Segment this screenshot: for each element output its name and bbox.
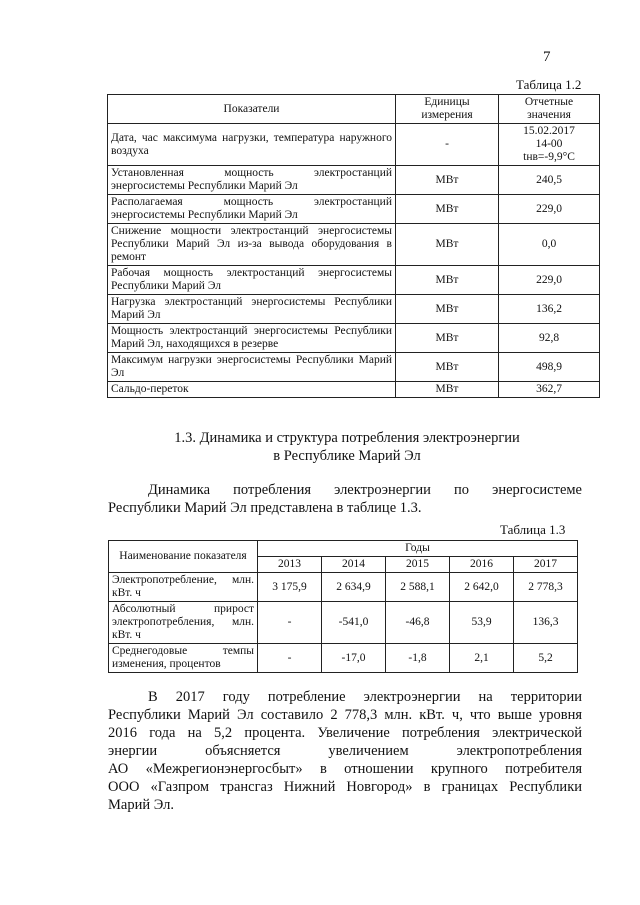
value-cell: 362,7 bbox=[499, 382, 600, 398]
indicator-cell: Дата, час максимума нагрузки, температура наружного воздуха bbox=[108, 124, 396, 166]
unit-cell: МВт bbox=[396, 382, 499, 398]
value-cell: 0,0 bbox=[499, 224, 600, 266]
unit-cell: МВт bbox=[396, 324, 499, 353]
table-row bbox=[108, 224, 600, 266]
value-cell: 2 588,1 bbox=[386, 573, 450, 602]
unit-cell: МВт bbox=[396, 195, 499, 224]
indicator-cell: Располагаемая мощность электростанций энергосистемы Республики Марий Эл bbox=[108, 195, 396, 224]
table-row bbox=[108, 166, 600, 195]
value-cell: 498,9 bbox=[499, 353, 600, 382]
value-cell: 2 642,0 bbox=[450, 573, 514, 602]
indicator-cell: Мощность электростанций энергосистемы Республики Марий Эл, находящихся в резерве bbox=[108, 324, 396, 353]
table-row bbox=[108, 295, 600, 324]
value-cell: 136,2 bbox=[499, 295, 600, 324]
table-header-row bbox=[108, 95, 600, 124]
value-cell: 229,0 bbox=[499, 195, 600, 224]
value-cell: 53,9 bbox=[450, 602, 514, 644]
year-header: 2013 bbox=[258, 557, 322, 573]
paragraph-line: энергии объясняется увеличением электропотребления bbox=[108, 743, 582, 759]
unit-cell: - bbox=[396, 124, 499, 166]
unit-cell: МВт bbox=[396, 353, 499, 382]
indicator-cell: Рабочая мощность электростанций энергосистемы Республики Марий Эл bbox=[108, 266, 396, 295]
paragraph-line: Республики Марий Эл составило 2 778,3 млн. кВт. ч, что выше уровня bbox=[108, 707, 582, 723]
value-cell: -541,0 bbox=[322, 602, 386, 644]
value-cell: 136,3 bbox=[514, 602, 578, 644]
value-cell: - bbox=[258, 602, 322, 644]
paragraph-line: 2016 года на 5,2 процента. Увеличение потребления электрической bbox=[108, 725, 582, 741]
section-heading-line2: в Республике Марий Эл bbox=[273, 448, 421, 464]
unit-cell: МВт bbox=[396, 166, 499, 195]
year-header: 2017 bbox=[514, 557, 578, 573]
year-header: 2014 bbox=[322, 557, 386, 573]
year-header: 2016 bbox=[450, 557, 514, 573]
paragraph-line: ООО «Газпром трансгаз Нижний Новгород» в границах Республики bbox=[108, 779, 582, 795]
header-values: Отчетные значения bbox=[499, 95, 600, 124]
header-years: Годы bbox=[258, 541, 578, 557]
table-row bbox=[109, 644, 578, 673]
table-row bbox=[108, 195, 600, 224]
table-1-2-caption: Таблица 1.2 bbox=[516, 77, 582, 92]
indicator-cell: Установленная мощность электростанций энергосистемы Республики Марий Эл bbox=[108, 166, 396, 195]
unit-cell: МВт bbox=[396, 295, 499, 324]
paragraph-line: Марий Эл. bbox=[108, 797, 174, 813]
value-cell: 2 634,9 bbox=[322, 573, 386, 602]
header-indicator: Показатели bbox=[108, 95, 396, 124]
value-cell: -46,8 bbox=[386, 602, 450, 644]
indicator-cell: Сальдо-переток bbox=[108, 382, 396, 398]
table-row bbox=[108, 124, 600, 166]
table-row bbox=[109, 573, 578, 602]
intro-line-1: Динамика потребления электроэнергии по энергосистеме bbox=[148, 482, 582, 498]
unit-cell: МВт bbox=[396, 224, 499, 266]
table-1-3 bbox=[108, 540, 578, 673]
table-1-2 bbox=[107, 94, 600, 398]
value-cell: 229,0 bbox=[499, 266, 600, 295]
closing-paragraph bbox=[108, 688, 582, 814]
unit-cell: МВт bbox=[396, 266, 499, 295]
value-cell: 2,1 bbox=[450, 644, 514, 673]
table-row bbox=[108, 324, 600, 353]
intro-paragraph bbox=[108, 481, 582, 517]
year-header: 2015 bbox=[386, 557, 450, 573]
indicator-cell: Электропотребление, млн. кВт. ч bbox=[109, 573, 258, 602]
indicator-cell: Максимум нагрузки энергосистемы Республики Марий Эл bbox=[108, 353, 396, 382]
page-number: 7 bbox=[543, 49, 551, 65]
indicator-cell: Среднегодовые темпы изменения, процентов bbox=[109, 644, 258, 673]
paragraph-line: В 2017 году потребление электроэнергии на территории bbox=[148, 689, 582, 705]
paragraph-line: АО «Межрегионэнергосбыт» в отношении крупного потребителя bbox=[108, 761, 582, 777]
value-cell: -17,0 bbox=[322, 644, 386, 673]
section-heading bbox=[107, 429, 587, 465]
table-1-3-caption: Таблица 1.3 bbox=[500, 522, 566, 537]
table-row bbox=[108, 353, 600, 382]
value-cell: 5,2 bbox=[514, 644, 578, 673]
header-units: Единицы измерения bbox=[396, 95, 499, 124]
value-cell: - bbox=[258, 644, 322, 673]
header-indicator-name: Наименование показателя bbox=[109, 541, 258, 573]
indicator-cell: Нагрузка электростанций энергосистемы Республики Марий Эл bbox=[108, 295, 396, 324]
indicator-cell: Абсолютный прирост электропотребления, млн. кВт. ч bbox=[109, 602, 258, 644]
value-cell: -1,8 bbox=[386, 644, 450, 673]
value-cell: 2 778,3 bbox=[514, 573, 578, 602]
value-cell: 3 175,9 bbox=[258, 573, 322, 602]
table-row bbox=[108, 266, 600, 295]
value-cell: 15.02.2017 14-00 tнв=-9,9°С bbox=[499, 124, 600, 166]
table-row bbox=[108, 382, 600, 398]
section-heading-line1: 1.3. Динамика и структура потребления электроэнергии bbox=[174, 430, 520, 446]
indicator-cell: Снижение мощности электростанций энергосистемы Республики Марий Эл из-за вывода оборудования в ремонт bbox=[108, 224, 396, 266]
table-header-row bbox=[109, 541, 578, 557]
intro-line-2: Республики Марий Эл представлена в таблице 1.3. bbox=[108, 500, 422, 516]
table-row bbox=[109, 602, 578, 644]
value-cell: 240,5 bbox=[499, 166, 600, 195]
value-cell: 92,8 bbox=[499, 324, 600, 353]
